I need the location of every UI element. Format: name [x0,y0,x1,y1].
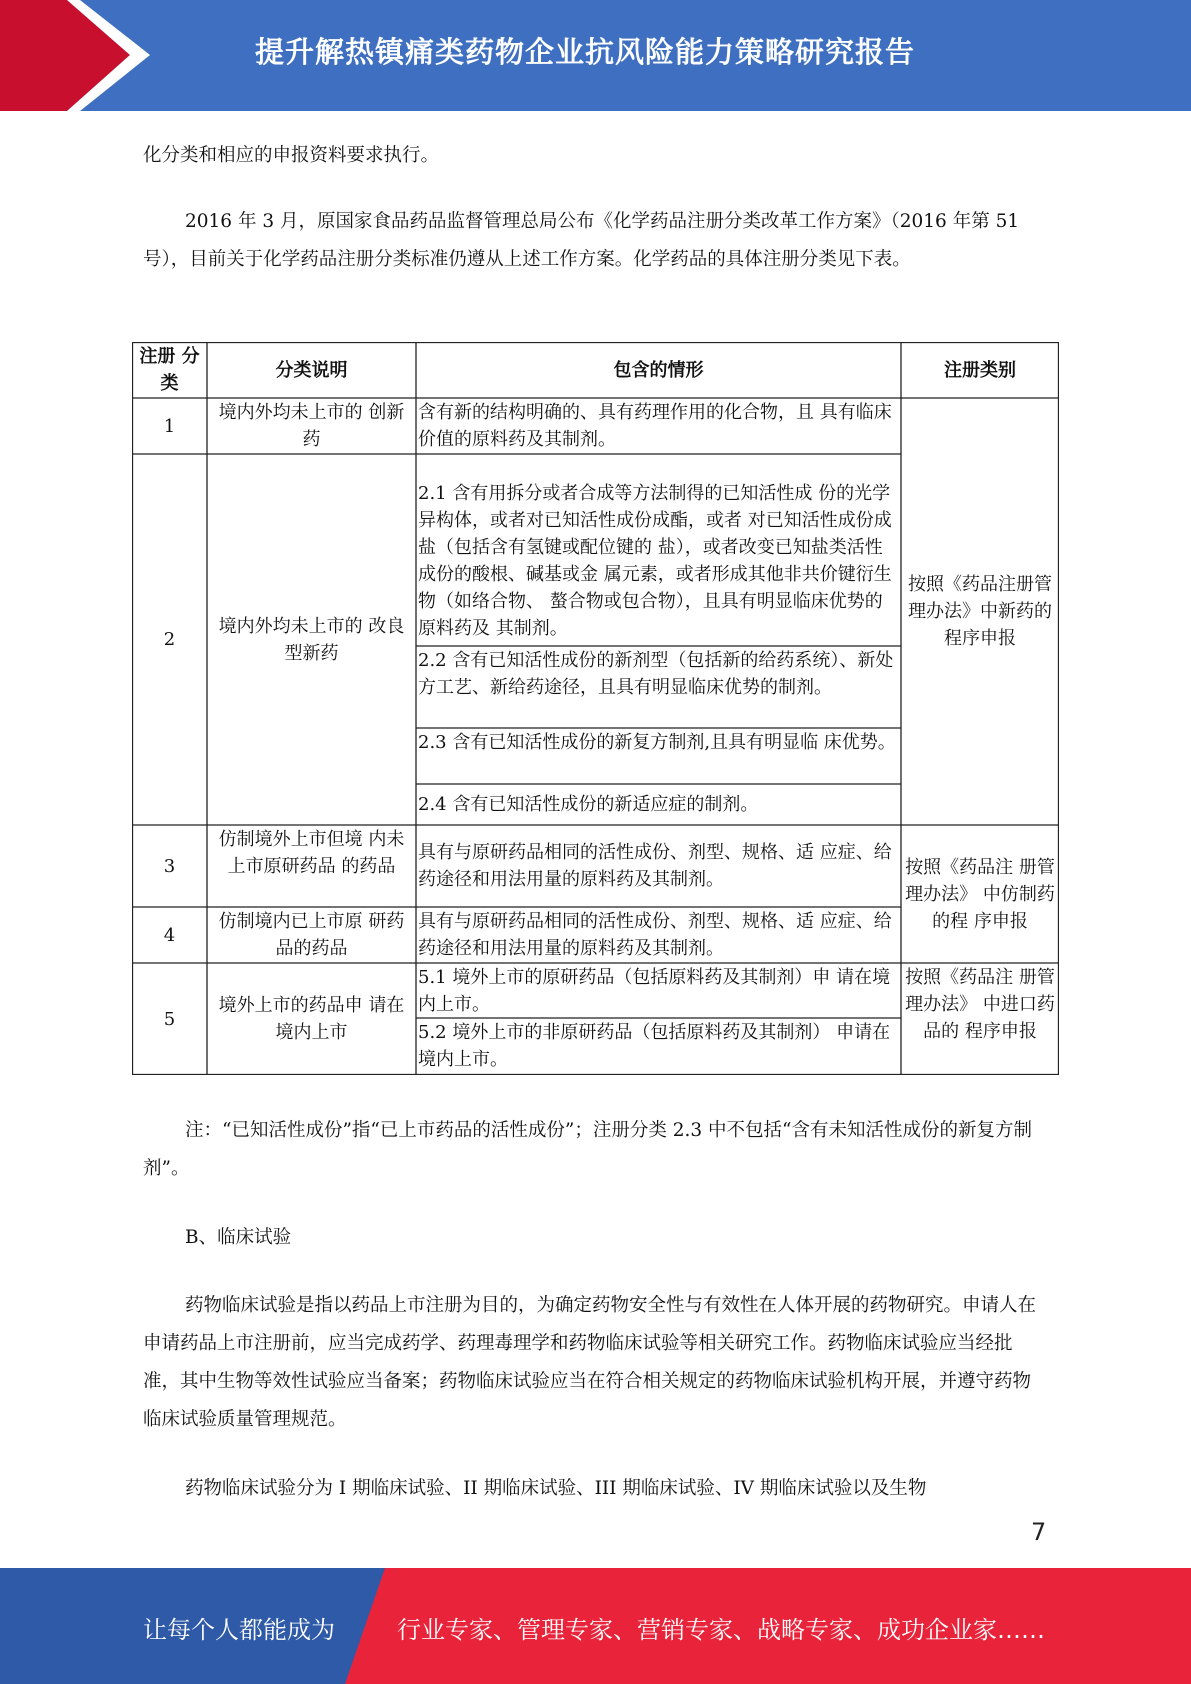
table-note: 注：“已知活性成份”指“已上市药品的活性成份”；注册分类 2.3 中不包括“含有未知活性成份的新复方制剂”。 [143,1120,1032,1179]
header-cell-cases: 包含的情形 [613,359,704,381]
cell-case-5-1: 5.1 境外上市的原研药品（包括原料药及其制剂）申 请在境内上市。 [418,967,891,1015]
cell-case-4: 具有与原研药品相同的活性成份、剂型、规格、适 应症、给药途径和用法用量的原料药及其制剂。 [418,911,892,959]
cell-case-2-1: 2.1 含有用拆分或者合成等方法制得的已知活性成 份的光学异构体，或者对已知活性成份成酯，或者 对已知活性成份成盐（包括含有氢键或配位键的 盐），或者改变已知盐类活性成份的酸根、碱基或金 属元素，或者形成其他非共价键衍生物（如络合物、 螯合物或包合物），且具有明显临床优势的原料药及 其制剂。 [418,483,892,639]
cell-case-3: 具有与原研药品相同的活性成份、剂型、规格、适 应症、给药途径和用法用量的原料药及其制剂。 [418,842,892,890]
paragraph-registration-reform: 2016 年 3 月，原国家食品药品监督管理总局公布《化学药品注册分类改革工作方案》（2016 年第 51 号），目前关于化学药品注册分类标准仍遵从上述工作方案。化学药品的具体注册分类见下表。 [143,211,1020,270]
cell-case-2-3: 2.3 含有已知活性成份的新复方制剂,且具有明显临 床优势。 [418,732,896,753]
cell-category-2: 2 [163,629,176,650]
header-title: 提升解热镇痛类药物企业抗风险能力策略研究报告 [255,35,916,69]
cell-category-1: 1 [163,415,176,437]
header-cell-description: 分类说明 [275,359,348,381]
paragraph-clinical-trial-definition: 药物临床试验是指以药品上市注册为目的，为确定药物安全性与有效性在人体开展的药物研究。申请人在申请药品上市注册前，应当完成药学、药理毒理学和药物临床试验等相关研究工作。药物临床试验应当经批准，其中生物等效性试验应当备案；药物临床试验应当在符合相关规定的药物临床试验机构开展，并遵守药物临床试验质量管理规范。 [143,1295,1037,1430]
footer-slogan-right: 行业专家、管理专家、营销专家、战略专家、成功企业家…… [397,1616,1045,1644]
cell-type-generic-drug: 按照《药品注 册管理办法》 中仿制药的程 序申报 [905,856,1055,932]
cell-category-4: 4 [163,924,176,946]
cell-category-5: 5 [163,1008,176,1030]
cell-type-new-drug: 按照《药品注册管理办法》中新药的程序申报 [908,574,1052,649]
cell-type-imported-drug: 按照《药品注 册管理办法》 中进口药品的 程序申报 [905,967,1055,1042]
paragraph-continuation: 化分类和相应的申报资料要求执行。 [143,145,440,166]
cell-description-1: 境内外均未上市的 创新药 [218,402,405,450]
header-cell-type: 注册类别 [944,359,1016,381]
cell-case-1: 含有新的结构明确的、具有药理作用的化合物，且 具有临床价值的原料药及其制剂。 [418,402,892,450]
page-footer [0,1568,1191,1684]
cell-category-3: 3 [163,855,176,877]
footer-slogan-left: 让每个人都能成为 [143,1616,335,1644]
cell-description-2: 境内外均未上市的 改良型新药 [218,615,405,664]
page-header [0,0,1191,111]
registration-category-table [132,342,1059,1075]
cell-description-3: 仿制境外上市但境 内未上市原研药品 的药品 [218,829,405,877]
header-cell-category: 注册 分类 [139,346,200,394]
section-heading-clinical-trial: B、临床试验 [185,1227,292,1248]
cell-case-2-4: 2.4 含有已知活性成份的新适应症的制剂。 [418,794,759,815]
page-number: 7 [1031,1518,1047,1546]
cell-description-5: 境外上市的药品申 请在境内上市 [218,995,405,1043]
cell-description-4: 仿制境内已上市原 研药品的药品 [218,911,405,959]
cell-case-5-2: 5.2 境外上市的非原研药品（包括原料药及其制剂） 申请在境内上市。 [418,1022,891,1070]
cell-case-2-2: 2.2 含有已知活性成份的新剂型（包括新的给药系统）、新处方工艺、新给药途径，且具有明显临床优势的制剂。 [418,650,894,698]
paragraph-clinical-trial-phases: 药物临床试验分为 I 期临床试验、II 期临床试验、III 期临床试验、IV 期临床试验以及生物 [185,1478,927,1499]
